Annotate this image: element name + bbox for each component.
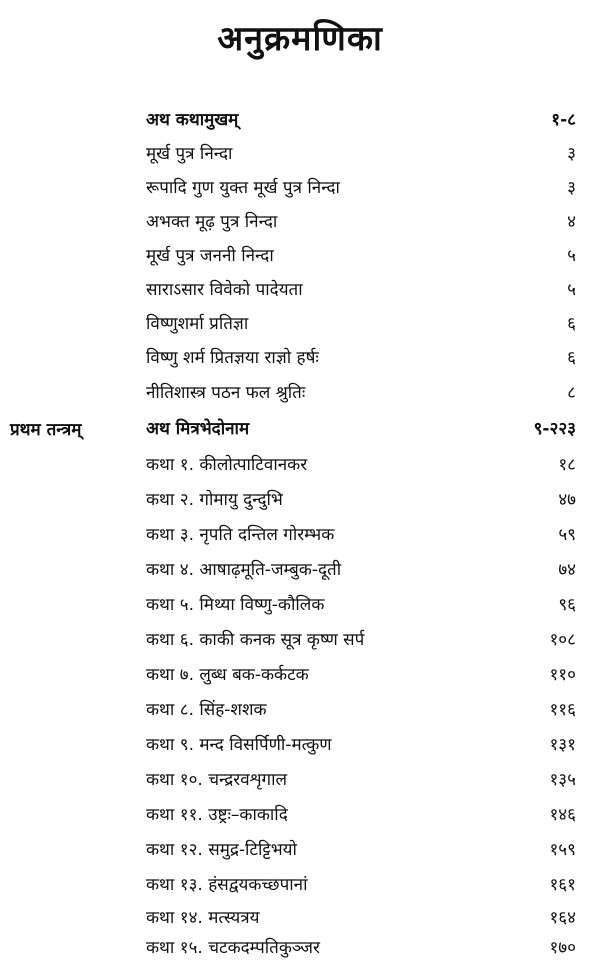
entry-title: विष्णु शर्म प्रितज्ञया राज्ञो हर्षः xyxy=(146,347,319,368)
section-heading-pages: ९-२२३ xyxy=(533,418,576,439)
toc-entry xyxy=(146,449,576,477)
entry-page: १३५ xyxy=(549,769,576,790)
toc-entry xyxy=(146,519,576,547)
page-title: अनुक्रमणिका xyxy=(217,19,383,59)
entry-page: १७० xyxy=(549,937,576,958)
entry-title: कथा १५. चटकदम्पतिकुञ्जर xyxy=(146,937,320,958)
entry-page: ६ xyxy=(567,347,576,368)
entry-page: ११६ xyxy=(549,699,576,720)
entry-page: ४ xyxy=(567,211,576,232)
entry-title: कथा ४. आषाढ़मूति-जम्बुक-दूती xyxy=(146,559,342,580)
toc-entry xyxy=(146,377,576,405)
entry-title: कथा ११. उष्ट्रः–काकादि xyxy=(146,804,288,825)
entry-page: १८ xyxy=(558,454,576,475)
entry-title: कथा १२. समुद्र-टिट्टिभयो xyxy=(146,839,297,860)
toc-entry xyxy=(146,869,576,897)
entry-title: अभक्त मूढ़ पुत्र निन्दा xyxy=(146,211,278,232)
toc-entry xyxy=(146,138,576,166)
entry-title: रूपादि गुण युक्त मूर्ख पुत्र निन्दा xyxy=(146,177,340,198)
entry-title: कथा ६. काकी कनक सूत्र कृष्ण सर्प xyxy=(146,629,365,650)
entry-page: ४७ xyxy=(558,489,576,510)
entry-page: ३ xyxy=(567,143,576,164)
section-heading-mitrabheda xyxy=(146,413,576,441)
entry-title: कथा ३. नृपति दन्तिल गोरम्भक xyxy=(146,524,335,545)
entry-title: कथा १३. हंसद्वयकच्छपानां xyxy=(146,874,308,895)
entry-title: साराऽसार विवेको पादेयता xyxy=(146,279,303,300)
entry-page: ५ xyxy=(567,245,576,266)
entry-page: १०८ xyxy=(549,629,576,650)
toc-entry xyxy=(146,342,576,370)
toc-entry xyxy=(146,554,576,582)
entry-title: मूर्ख पुत्र जननी निन्दा xyxy=(146,245,274,266)
entry-title: नीतिशास्त्र पठन फल श्रुतिः xyxy=(146,382,306,403)
entry-title: कथा १४. मत्स्यत्रय xyxy=(146,907,260,928)
toc-entry xyxy=(146,932,576,960)
entry-page: ६ xyxy=(567,313,576,334)
entry-page: ९६ xyxy=(558,594,576,615)
entry-page: ८ xyxy=(567,382,576,403)
entry-title: कथा १०. चन्द्ररवशृगाल xyxy=(146,769,288,790)
toc-entry xyxy=(146,624,576,652)
entry-page: १५९ xyxy=(549,839,576,860)
toc-entry xyxy=(146,240,576,268)
entry-page: १६४ xyxy=(549,907,576,928)
toc-entry xyxy=(146,834,576,862)
toc-entry xyxy=(146,589,576,617)
entry-page: ५९ xyxy=(558,524,576,545)
toc-entry xyxy=(146,484,576,512)
toc-entry xyxy=(146,902,576,930)
entry-page: ११० xyxy=(549,664,576,685)
toc-entry xyxy=(146,729,576,757)
section-heading-text: अथ मित्रभेदोनाम xyxy=(146,418,250,439)
entry-page: १६१ xyxy=(549,874,576,895)
entry-title: कथा ५. मिथ्या विष्णु-कौलिक xyxy=(146,594,325,615)
section-heading-kathamukham xyxy=(146,104,576,132)
entry-page: १३१ xyxy=(549,734,576,755)
entry-title: मूर्ख पुत्र निन्दा xyxy=(146,143,233,164)
toc-entry xyxy=(146,206,576,234)
toc-entry xyxy=(146,694,576,722)
toc-entry xyxy=(146,274,576,302)
entry-title: कथा २. गोमायु दुन्दुभि xyxy=(146,489,283,510)
entry-page: ५ xyxy=(567,279,576,300)
entry-page: १४६ xyxy=(549,804,576,825)
entry-title: कथा १. कीलोत्पाटिवानकर xyxy=(146,454,308,475)
toc-entry xyxy=(146,308,576,336)
section-heading-pages: १-८ xyxy=(551,109,576,130)
entry-page: ७४ xyxy=(558,559,576,580)
entry-title: विष्णुशर्मा प्रतिज्ञा xyxy=(146,313,249,334)
section-heading-text: अथ कथामुखम् xyxy=(146,109,239,130)
entry-title: कथा ९. मन्द विसर्पिणी-मत्कुण xyxy=(146,734,332,755)
toc-entry xyxy=(146,172,576,200)
toc-entry xyxy=(146,799,576,827)
tantra-label: प्रथम तन्त्रम् xyxy=(10,420,82,440)
entry-title: कथा ८. सिंह-शशक xyxy=(146,699,267,720)
toc-entry xyxy=(146,764,576,792)
entry-title: कथा ७. लुब्ध बक-कर्कटक xyxy=(146,664,309,685)
entry-page: ३ xyxy=(567,177,576,198)
toc-entry xyxy=(146,659,576,687)
